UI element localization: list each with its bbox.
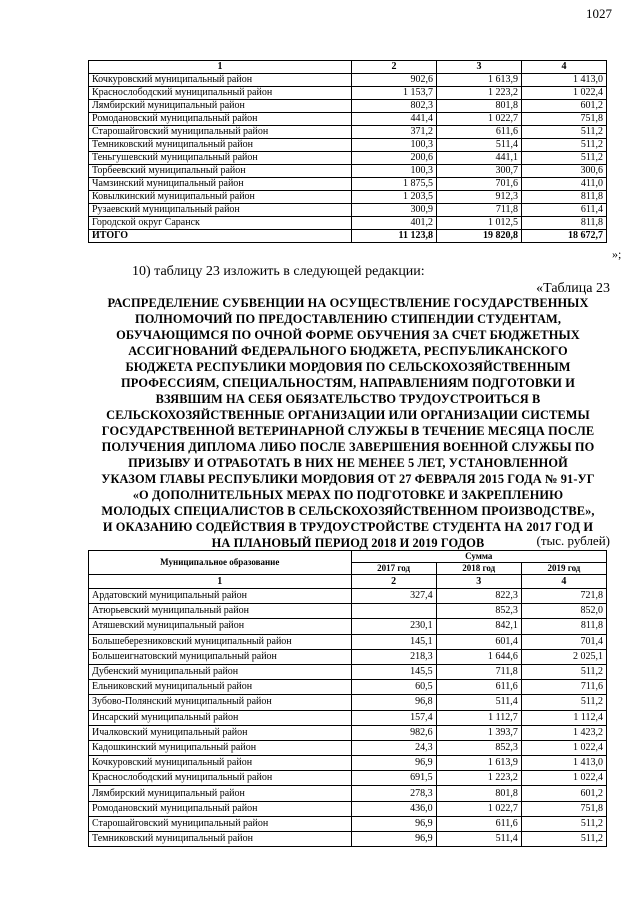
table-row [89, 740, 607, 755]
table-row [89, 801, 607, 816]
municipality-cell: Большеигнатовский муниципальный район [89, 649, 352, 664]
amount-cell: 711,8 [436, 664, 521, 679]
amount-cell: 96,9 [351, 756, 436, 771]
amount-cell: 441,4 [352, 113, 437, 126]
municipality-cell: Ковылкинский муниципальный район [89, 191, 352, 204]
table-row [89, 165, 607, 178]
table-row [89, 816, 607, 831]
table-row [89, 139, 607, 152]
amount-cell: 1 393,7 [436, 725, 521, 740]
amount-cell: 511,4 [437, 139, 522, 152]
municipality-cell: Чамзинский муниципальный район [89, 178, 352, 191]
amount-cell: 982,6 [351, 725, 436, 740]
amount-cell: 1 613,9 [437, 74, 522, 87]
amount-cell: 200,6 [352, 152, 437, 165]
amount-cell: 157,4 [351, 710, 436, 725]
amount-cell: 611,6 [436, 816, 521, 831]
municipality-cell: Атюрьевский муниципальный район [89, 604, 352, 619]
amount-cell: 511,2 [522, 152, 607, 165]
municipality-cell: Дубенский муниципальный район [89, 664, 352, 679]
amount-cell: 19 820,8 [437, 230, 522, 243]
amount-cell: 401,2 [352, 217, 437, 230]
amount-cell: 300,6 [522, 165, 607, 178]
index-cell: 4 [521, 575, 606, 589]
amount-cell: 511,2 [522, 126, 607, 139]
table-row [89, 786, 607, 801]
municipality-cell: Кочкуровский муниципальный район [89, 74, 352, 87]
heading-line: МОЛОДЫХ СПЕЦИАЛИСТОВ В СЕЛЬСКОХОЗЯЙСТВЕННОМ ПРОИЗВОДСТВЕ», [101, 504, 595, 518]
amount-cell: 611,4 [522, 204, 607, 217]
amount-cell: 511,4 [436, 695, 521, 710]
amount-cell: 511,2 [521, 695, 606, 710]
amount-cell: 300,9 [352, 204, 437, 217]
amount-cell: 436,0 [351, 801, 436, 816]
heading-line: ПРИЗЫВУ И ОТРАБОТАТЬ В НИХ НЕ МЕНЕЕ 5 ЛЕТ, УСТАНОВЛЕННОЙ [128, 456, 568, 470]
amount-cell: 1 022,4 [521, 771, 606, 786]
municipality-cell: Рузаевский муниципальный район [89, 204, 352, 217]
amount-cell: 721,8 [521, 589, 606, 604]
amount-cell: 751,8 [522, 113, 607, 126]
amount-cell: 230,1 [351, 619, 436, 634]
amount-cell: 1 644,6 [436, 649, 521, 664]
table-row [89, 649, 607, 664]
index-cell: 3 [436, 575, 521, 589]
table-index-row [89, 575, 607, 589]
amount-cell: 751,8 [521, 801, 606, 816]
table-row [89, 217, 607, 230]
municipality-cell: Ельниковский муниципальный район [89, 680, 352, 695]
amount-cell: 218,3 [351, 649, 436, 664]
amount-cell: 601,2 [521, 786, 606, 801]
index-cell: 2 [351, 575, 436, 589]
column-header-municipality: Муниципальное образование [89, 551, 352, 575]
municipality-cell: Теньгушевский муниципальный район [89, 152, 352, 165]
table-row [89, 604, 607, 619]
table-row [89, 832, 607, 847]
municipality-cell: ИТОГО [89, 230, 352, 243]
municipality-cell: Кадошкинский муниципальный район [89, 740, 352, 755]
table-row [89, 152, 607, 165]
municipality-cell: Старошайговский муниципальный район [89, 126, 352, 139]
municipality-cell: Торбеевский муниципальный район [89, 165, 352, 178]
amount-cell: 96,9 [351, 816, 436, 831]
heading-line: УКАЗОМ ГЛАВЫ РЕСПУБЛИКИ МОРДОВИЯ ОТ 27 ФЕВРАЛЯ 2015 ГОДА № 91-УГ [101, 472, 595, 486]
heading-line: ПОЛНОМОЧИЙ ПО ПРЕДОСТАВЛЕНИЮ СТИПЕНДИИ СТУДЕНТАМ, [134, 312, 562, 326]
amount-cell: 1 223,2 [437, 87, 522, 100]
municipality-cell: Зубово-Полянский муниципальный район [89, 695, 352, 710]
amount-cell: 96,9 [351, 832, 436, 847]
amount-cell: 1 022,4 [521, 740, 606, 755]
index-cell: 3 [437, 61, 522, 74]
amount-cell: 511,2 [522, 139, 607, 152]
heading-line: ПРОФЕССИЯМ, СПЕЦИАЛЬНОСТЯМ, НАПРАВЛЕНИЯМ ПОДГОТОВКИ И [121, 376, 575, 390]
amount-cell: 701,4 [521, 634, 606, 649]
amount-cell: 300,7 [437, 165, 522, 178]
amount-cell: 852,0 [521, 604, 606, 619]
table-row [89, 178, 607, 191]
municipality-cell: Темниковский муниципальный район [89, 139, 352, 152]
amount-cell: 100,3 [352, 165, 437, 178]
amount-cell: 802,3 [352, 100, 437, 113]
column-header-sum: Сумма [351, 551, 607, 563]
table-row [89, 87, 607, 100]
heading-line: ВЗЯВШИМ НА СЕБЯ ОБЯЗАТЕЛЬСТВО ТРУДОУСТРОИТЬСЯ В [155, 392, 541, 406]
table-row [89, 695, 607, 710]
amount-cell: 145,5 [351, 664, 436, 679]
amount-cell: 811,8 [522, 191, 607, 204]
subvention-table [88, 550, 607, 847]
amount-cell: 852,3 [436, 740, 521, 755]
amount-cell: 811,8 [522, 217, 607, 230]
table-row [89, 74, 607, 87]
index-cell: 1 [89, 61, 352, 74]
amount-cell: 1 413,0 [521, 756, 606, 771]
amount-cell: 1 022,7 [436, 801, 521, 816]
amount-cell: 1 423,2 [521, 725, 606, 740]
amount-cell: 96,8 [351, 695, 436, 710]
amount-cell: 1 022,4 [522, 87, 607, 100]
heading-line: РАСПРЕДЕЛЕНИЕ СУБВЕНЦИИ НА ОСУЩЕСТВЛЕНИЕ ГОСУДАРСТВЕННЫХ [107, 296, 589, 310]
column-header-year: 2017 год [351, 563, 436, 575]
amount-cell: 441,1 [437, 152, 522, 165]
municipality-cell: Ардатовский муниципальный район [89, 589, 352, 604]
amount-cell: 601,2 [522, 100, 607, 113]
amount-cell: 711,8 [437, 204, 522, 217]
municipality-cell: Ромодановский муниципальный район [89, 801, 352, 816]
amount-cell: 18 672,7 [522, 230, 607, 243]
amount-cell: 691,5 [351, 771, 436, 786]
table-row [89, 191, 607, 204]
closing-quote: »; [612, 247, 622, 261]
amount-cell: 902,6 [352, 74, 437, 87]
heading-line: ОБУЧАЮЩИМСЯ ПО ОЧНОЙ ФОРМЕ ОБУЧЕНИЯ ЗА СЧЕТ БЮДЖЕТНЫХ [116, 328, 580, 342]
index-cell: 1 [89, 575, 352, 589]
amount-cell: 1 022,7 [437, 113, 522, 126]
municipality-cell: Лямбирский муниципальный район [89, 786, 352, 801]
table-row [89, 634, 607, 649]
amount-cell: 912,3 [437, 191, 522, 204]
amount-cell: 511,4 [436, 832, 521, 847]
table-row [89, 710, 607, 725]
table-row [89, 113, 607, 126]
heading-line: СЕЛЬСКОХОЗЯЙСТВЕННЫЕ ОРГАНИЗАЦИИ ИЛИ ОРГАНИЗАЦИИ СИСТЕМЫ [106, 408, 590, 422]
municipality-cell: Большеберезниковский муниципальный район [89, 634, 352, 649]
table-row [89, 100, 607, 113]
municipality-cell: Старошайговский муниципальный район [89, 816, 352, 831]
table-row [89, 619, 607, 634]
amount-cell: 60,5 [351, 680, 436, 695]
heading-line: И ОКАЗАНИЮ СОДЕЙСТВИЯ В ТРУДОУСТРОЙСТВЕ СТУДЕНТА НА 2017 ГОД И [102, 520, 594, 534]
amount-cell: 1 613,9 [436, 756, 521, 771]
amount-cell: 1 012,5 [437, 217, 522, 230]
table-row [89, 589, 607, 604]
amount-cell: 1 112,7 [436, 710, 521, 725]
heading-line: «О ДОПОЛНИТЕЛЬНЫХ МЕРАХ ПО ПОДГОТОВКЕ И ЗАКРЕПЛЕНИЮ [132, 488, 564, 502]
index-cell: 4 [522, 61, 607, 74]
amount-cell: 852,3 [436, 604, 521, 619]
amount-cell: 145,1 [351, 634, 436, 649]
amount-cell [351, 604, 436, 619]
amount-cell: 511,2 [521, 832, 606, 847]
heading-line: АССИГНОВАНИЙ ФЕДЕРАЛЬНОГО БЮДЖЕТА, РЕСПУБЛИКАНСКОГО [128, 344, 568, 358]
municipality-cell: Темниковский муниципальный район [89, 832, 352, 847]
column-header-year: 2018 год [436, 563, 521, 575]
amount-cell: 801,8 [437, 100, 522, 113]
table-row [89, 664, 607, 679]
index-cell: 2 [352, 61, 437, 74]
amount-cell: 1 203,5 [352, 191, 437, 204]
amount-cell: 711,6 [521, 680, 606, 695]
table-row [89, 680, 607, 695]
table-row [89, 756, 607, 771]
table-row [89, 725, 607, 740]
amount-cell: 801,8 [436, 786, 521, 801]
municipality-cell: Краснослободский муниципальный район [89, 87, 352, 100]
amount-cell: 511,2 [521, 664, 606, 679]
amount-cell: 811,8 [521, 619, 606, 634]
heading-line: ГОСУДАРСТВЕННОЙ ВЕТЕРИНАРНОЙ СЛУЖБЫ В ТЕЧЕНИЕ МЕСЯЦА ПОСЛЕ [101, 424, 595, 438]
municipality-cell: Ичалковский муниципальный район [89, 725, 352, 740]
amount-cell: 1 112,4 [521, 710, 606, 725]
amount-cell: 371,2 [352, 126, 437, 139]
heading-line: ПОЛУЧЕНИЯ ДИПЛОМА ЛИБО ПОСЛЕ ЗАВЕРШЕНИЯ ВОЕННОЙ СЛУЖБЫ ПО [101, 440, 595, 454]
municipality-cell: Лямбирский муниципальный район [89, 100, 352, 113]
amount-cell: 1 153,7 [352, 87, 437, 100]
table-index-row [89, 61, 607, 74]
total-row [89, 230, 607, 243]
amount-cell: 24,3 [351, 740, 436, 755]
amount-cell: 842,1 [436, 619, 521, 634]
column-header-year: 2019 год [521, 563, 606, 575]
amount-cell: 1 875,5 [352, 178, 437, 191]
heading-line: НА ПЛАНОВЫЙ ПЕРИОД 2018 И 2019 ГОДОВ [211, 536, 485, 550]
amount-cell: 611,6 [436, 680, 521, 695]
amount-cell: 11 123,8 [352, 230, 437, 243]
amount-cell: 1 413,0 [522, 74, 607, 87]
municipality-cell: Ромодановский муниципальный район [89, 113, 352, 126]
amount-cell: 327,4 [351, 589, 436, 604]
amount-cell: 601,4 [436, 634, 521, 649]
continued-table [88, 60, 607, 243]
amount-cell: 278,3 [351, 786, 436, 801]
amount-cell: 2 025,1 [521, 649, 606, 664]
amount-cell: 1 223,2 [436, 771, 521, 786]
municipality-cell: Краснослободский муниципальный район [89, 771, 352, 786]
table-heading [84, 295, 612, 551]
amount-cell: 611,6 [437, 126, 522, 139]
amount-cell: 701,6 [437, 178, 522, 191]
amount-cell: 411,0 [522, 178, 607, 191]
municipality-cell: Городской округ Саранск [89, 217, 352, 230]
table-row [89, 204, 607, 217]
units-label: (тыс. рублей) [536, 533, 610, 548]
table-caption: «Таблица 23 [536, 281, 610, 296]
amount-cell: 511,2 [521, 816, 606, 831]
municipality-cell: Кочкуровский муниципальный район [89, 756, 352, 771]
amount-cell: 822,3 [436, 589, 521, 604]
municipality-cell: Инсарский муниципальный район [89, 710, 352, 725]
instruction-text: 10) таблицу 23 изложить в следующей редакции: [132, 264, 425, 279]
heading-line: БЮДЖЕТА РЕСПУБЛИКИ МОРДОВИЯ ПО СЕЛЬСКОХОЗЯЙСТВЕННЫМ [125, 360, 571, 374]
table-row [89, 126, 607, 139]
page-number: 1027 [586, 6, 612, 21]
municipality-cell: Атяшевский муниципальный район [89, 619, 352, 634]
table-row [89, 771, 607, 786]
amount-cell: 100,3 [352, 139, 437, 152]
